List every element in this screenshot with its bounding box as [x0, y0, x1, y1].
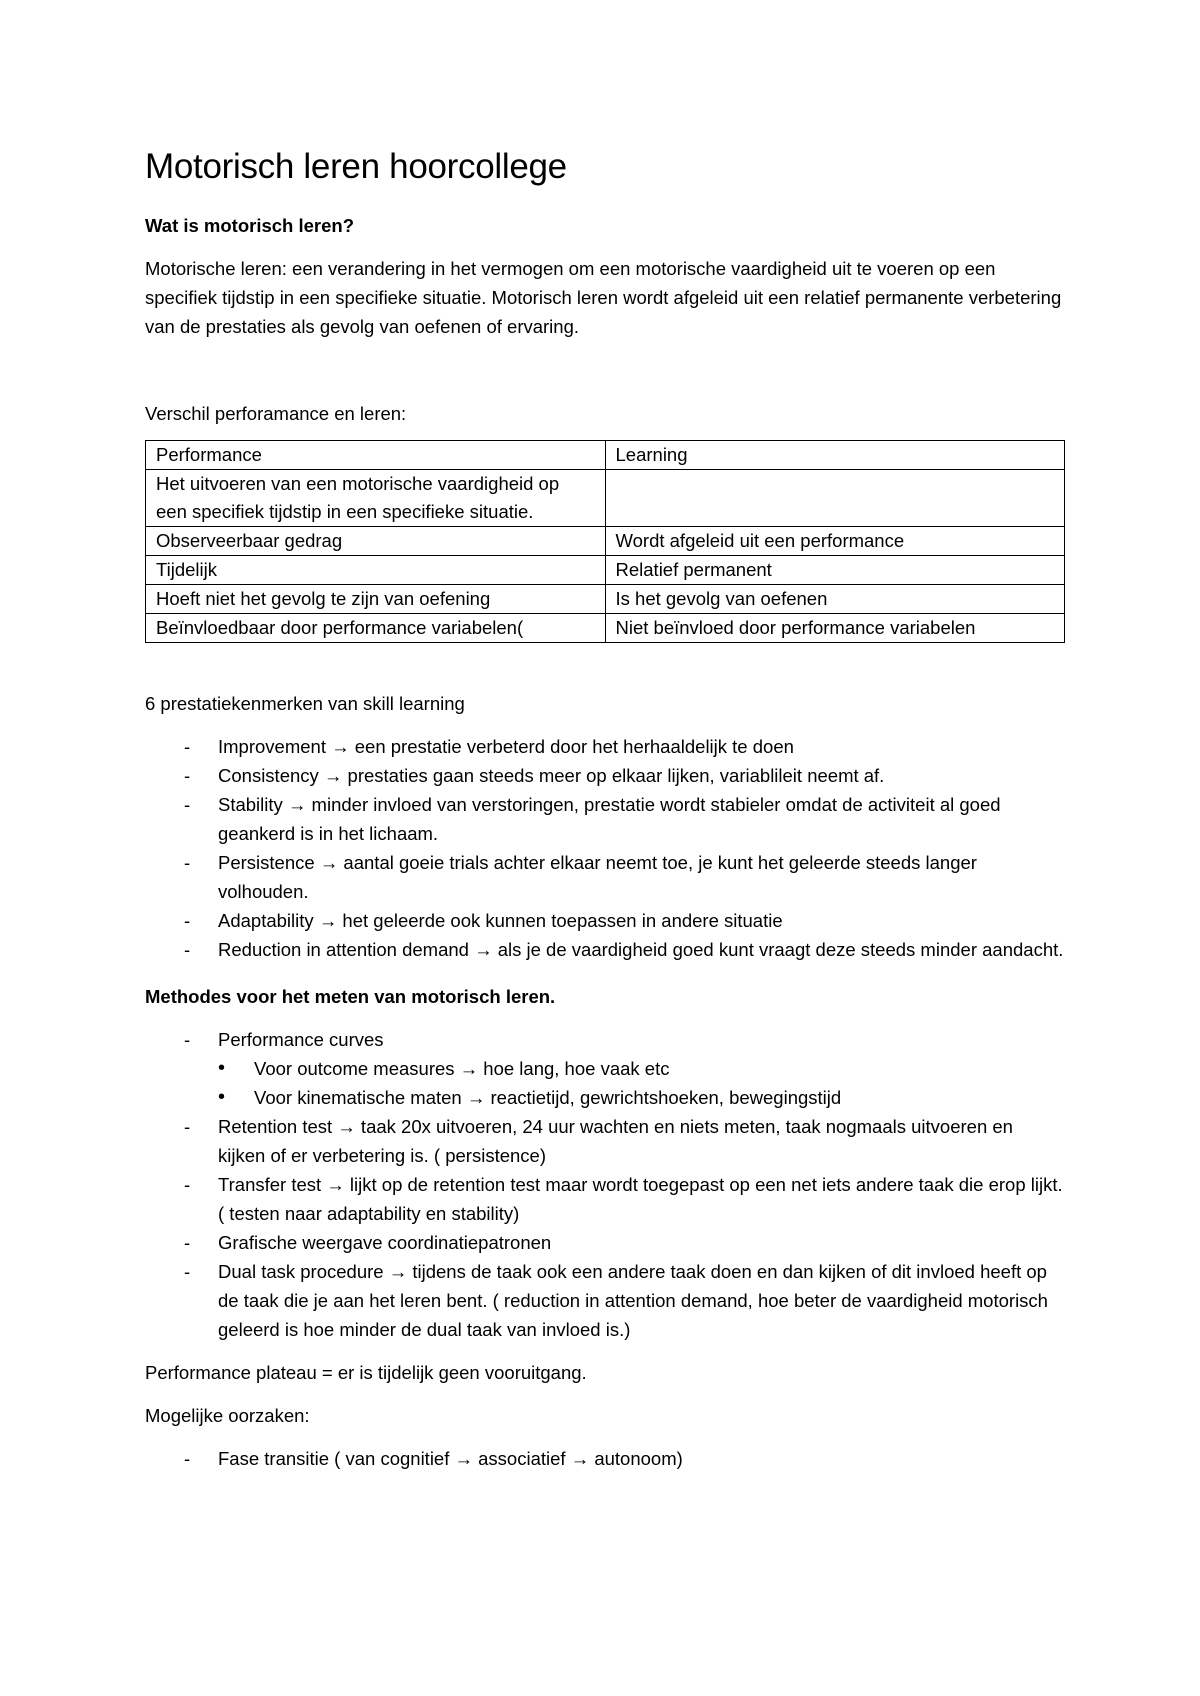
table-row	[146, 556, 1065, 585]
comparison-intro: Verschil perforamance en leren:	[145, 403, 407, 424]
table-cell: Wordt afgeleid uit een performance	[605, 527, 1065, 556]
page-title: Motorisch leren hoorcollege	[145, 147, 567, 186]
characteristics-intro: 6 prestatiekenmerken van skill learning	[145, 693, 465, 714]
definition-paragraph: Motorische leren: een verandering in het vermogen om een motorische vaardigheid uit te voeren op een specifiek tijdstip in een specifieke situatie. Motorisch leren wordt afgeleid uit een relatief permanente verbetering van de prestaties als gevolg van oefenen of ervaring.	[145, 258, 1062, 337]
plateau-definition: Performance plateau = er is tijdelijk geen vooruitgang.	[145, 1362, 587, 1383]
causes-list	[145, 1444, 1065, 1473]
list-item: - Persistence → aantal goeie trials achter elkaar neemt toe, je kunt het geleerde steeds langer volhouden.	[145, 848, 1065, 906]
table-cell: Beïnvloedbaar door performance variabelen(	[146, 614, 606, 643]
list-item: - Grafische weergave coordinatiepatronen	[145, 1228, 1065, 1257]
methods-list	[145, 1025, 1065, 1344]
table-header-cell: Learning	[605, 441, 1065, 470]
sub-list-item: • Voor outcome measures → hoe lang, hoe vaak etc	[218, 1054, 1065, 1083]
table-cell: Observeerbaar gedrag	[146, 527, 606, 556]
list-item: - Dual task procedure → tijdens de taak ook een andere taak doen en dan kijken of dit invloed heeft op de taak die je aan het leren bent. ( reduction in attention demand, hoe beter de vaardigheid motorisch geleerd is hoe minder de dual taak van invloed is.)	[145, 1257, 1065, 1344]
section-heading-methods: Methodes voor het meten van motorisch leren.	[145, 986, 556, 1007]
table-cell: Relatief permanent	[605, 556, 1065, 585]
list-item	[145, 1025, 1065, 1112]
table-cell: Niet beïnvloed door performance variabelen	[605, 614, 1065, 643]
list-item: - Fase transitie ( van cognitief → associatief → autonoom)	[145, 1444, 1065, 1473]
list-item: - Consistency → prestaties gaan steeds meer op elkaar lijken, variablileit neemt af.	[145, 761, 1065, 790]
sub-list	[218, 1054, 1065, 1112]
comparison-table	[145, 440, 1065, 643]
table-cell: Het uitvoeren van een motorische vaardigheid op een specifiek tijdstip in een specifieke situatie.	[146, 470, 606, 527]
list-item: - Improvement → een prestatie verbeterd door het herhaaldelijk te doen	[145, 732, 1065, 761]
causes-label: Mogelijke oorzaken:	[145, 1405, 310, 1426]
table-cell: Hoeft niet het gevolg te zijn van oefening	[146, 585, 606, 614]
table-row	[146, 470, 1065, 527]
list-item: - Stability → minder invloed van verstoringen, prestatie wordt stabieler omdat de activiteit al goed geankerd is in het lichaam.	[145, 790, 1065, 848]
table-cell: Is het gevolg van oefenen	[605, 585, 1065, 614]
table-cell: Tijdelijk	[146, 556, 606, 585]
table-cell	[605, 470, 1065, 527]
table-row	[146, 614, 1065, 643]
table-header-row	[146, 441, 1065, 470]
spacer	[145, 341, 1065, 399]
list-item-label: Performance curves	[218, 1029, 384, 1050]
document-content	[145, 145, 1065, 1473]
table-row	[146, 527, 1065, 556]
list-item: - Adaptability → het geleerde ook kunnen toepassen in andere situatie	[145, 906, 1065, 935]
list-item: - Reduction in attention demand → als je de vaardigheid goed kunt vraagt deze steeds minder aandacht.	[145, 935, 1065, 964]
table-header-cell: Performance	[146, 441, 606, 470]
list-item: - Retention test → taak 20x uitvoeren, 24 uur wachten en niets meten, taak nogmaals uitvoeren en kijken of er verbetering is. ( persistence)	[145, 1112, 1065, 1170]
sub-list-item: • Voor kinematische maten → reactietijd, gewrichtshoeken, bewegingstijd	[218, 1083, 1065, 1112]
characteristics-list	[145, 732, 1065, 964]
list-item: - Transfer test → lijkt op de retention test maar wordt toegepast op een net iets andere taak die erop lijkt. ( testen naar adaptability en stability)	[145, 1170, 1065, 1228]
section-heading-what-is: Wat is motorisch leren?	[145, 215, 355, 236]
table-row	[146, 585, 1065, 614]
